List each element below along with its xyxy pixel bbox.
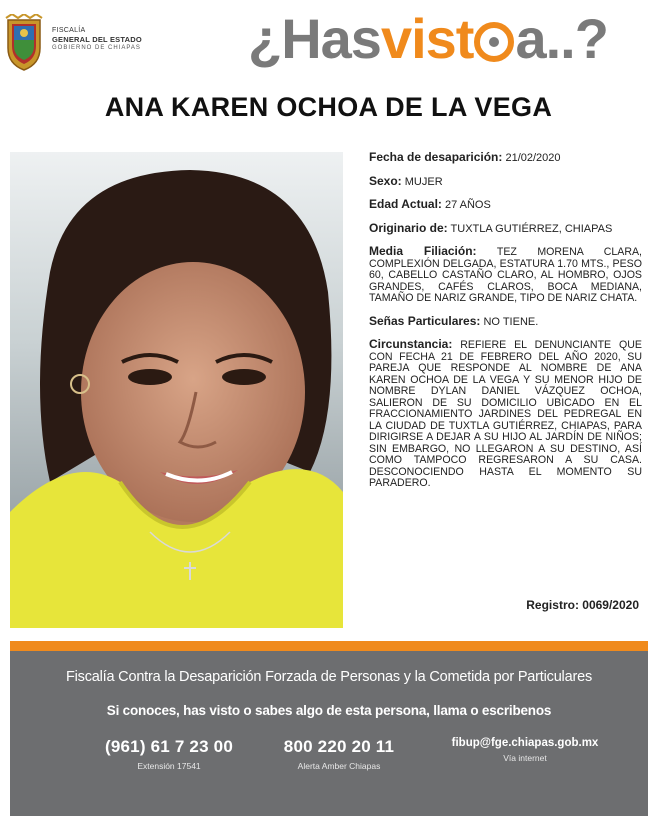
phone2-note: Alerta Amber Chiapas bbox=[297, 761, 381, 771]
edad-value: 27 AÑOS bbox=[444, 199, 491, 211]
field-fecha bbox=[369, 152, 642, 165]
origen-value: TUXTLA GUTIÉRREZ, CHIAPAS bbox=[450, 222, 613, 235]
edad-label: Edad Actual: bbox=[369, 197, 442, 211]
agency-line3: GOBIERNO DE CHIAPAS bbox=[52, 45, 141, 51]
campaign-part3: a..? bbox=[515, 7, 608, 70]
field-circunstancia bbox=[369, 339, 642, 490]
phone2-number: 800 220 20 11 bbox=[283, 737, 395, 756]
origen-label: Originario de: bbox=[369, 220, 448, 235]
eye-logo-icon bbox=[474, 22, 514, 62]
field-filiacion bbox=[369, 246, 642, 305]
phone1-number: (961) 61 7 23 00 bbox=[105, 737, 233, 756]
footer-panel bbox=[10, 641, 648, 816]
phone1-note: Extensión 17541 bbox=[137, 761, 201, 771]
person-name: ANA KAREN OCHOA DE LA VEGA bbox=[104, 92, 553, 122]
field-edad bbox=[369, 199, 642, 212]
header bbox=[0, 0, 657, 80]
sexo-value: MUJER bbox=[404, 175, 443, 188]
registro-number: Registro: 0069/2020 bbox=[526, 598, 639, 612]
coat-of-arms-icon bbox=[4, 14, 44, 72]
field-sexo bbox=[369, 173, 642, 189]
email-address: fibup@fge.chiapas.gob.mx bbox=[451, 737, 599, 749]
fecha-value: 21/02/2020 bbox=[505, 152, 561, 164]
fecha-label: Fecha de desaparición: bbox=[369, 150, 503, 164]
field-origen bbox=[369, 220, 642, 236]
senas-label: Señas Particulares: bbox=[369, 313, 481, 328]
details-panel bbox=[369, 152, 642, 501]
person-photo bbox=[10, 152, 343, 628]
filiacion-label: Media Filiación: bbox=[369, 244, 477, 258]
footer-accent-bar bbox=[10, 641, 648, 651]
email-note: Vía internet bbox=[503, 753, 547, 763]
campaign-logo bbox=[248, 6, 648, 72]
campaign-part1: ¿Has bbox=[248, 7, 381, 70]
circ-label: Circunstancia: bbox=[369, 337, 453, 351]
senas-value: NO TIENE. bbox=[483, 315, 539, 328]
field-senas bbox=[369, 313, 642, 329]
contact-phone2 bbox=[254, 737, 424, 771]
footer-subtitle: Si conoces, has visto o sabes algo de esta persona, llama o escribenos bbox=[106, 703, 552, 718]
photo-illustration bbox=[10, 152, 343, 628]
agency-name bbox=[52, 26, 142, 53]
sexo-label: Sexo: bbox=[369, 173, 402, 188]
agency-line2: GENERAL DEL ESTADO bbox=[52, 35, 142, 44]
circ-value: REFIERE EL DENUNCIANTE QUE CON FECHA 21 DE FEBRERO DEL AÑO 2020, SU PAREJA QUE RESPONDE AL NOMBRE DE ANA KAREN OCHOA DE LA VEGA Y SU MENOR HIJO DE NOMBRE DYLAN DANIEL VÁZQUEZ OCHOA, SALIERON DE SU DOMICILIO UBICADO EN EL FRACCIONAMIENTO JARDINES DEL PEDREGAL EN LA CIUDAD DE TUXTLA GUTIÉRREZ, CHIAPAS, PARA DIRIGIRSE A DEJAR A SU HIJO AL JARDÍN DE NIÑOS; SIN EMBARGO, NO LLEGARON A SU DESTINO, ASÍ COMO TAMPOCO REGRESARON A SU CASA. DESCONOCIENDO HASTA EL MOMENTO SU PARADERO. bbox=[369, 339, 642, 489]
contact-phone1 bbox=[94, 737, 244, 771]
filiacion-value: TEZ MORENA CLARA, COMPLEXIÓN DELGADA, ESTATURA 1.70 MTS., PESO 60, CABELLO CASTAÑO CLARO, AL HOMBRO, OJOS GRANDES, CAFÉS CLAROS, BOCA MEDIANA, TAMAÑO DE NARIZ GRANDE, TIPO DE NARIZ CHATA. bbox=[369, 246, 642, 304]
agency-line1: FISCALÍA bbox=[52, 27, 86, 34]
campaign-part2: vist bbox=[380, 7, 474, 70]
contact-email bbox=[440, 737, 610, 763]
footer-title: Fiscalía Contra la Desaparición Forzada de Personas y la Cometida por Particulares bbox=[66, 669, 592, 685]
